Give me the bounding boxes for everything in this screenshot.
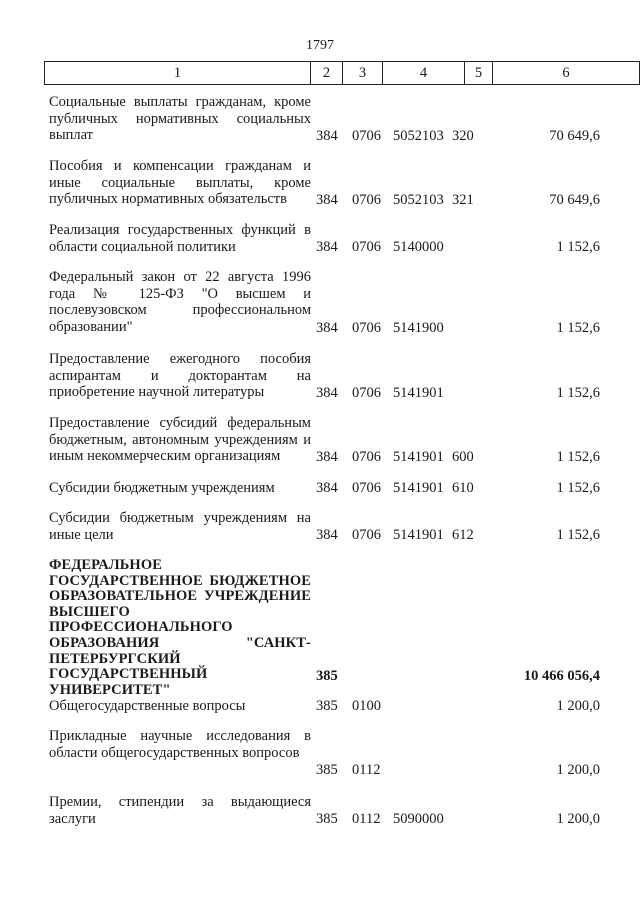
row-code-ministry: 385	[316, 668, 338, 684]
column-header-1: 1	[45, 62, 311, 85]
row-amount: 1 200,0	[556, 698, 600, 714]
row-code-expense-type: 321	[452, 192, 474, 208]
row-description: ФЕДЕРАЛЬНОЕ ГОСУДАРСТВЕННОЕ БЮДЖЕТНОЕ ОБРАЗОВАТЕЛЬНОЕ УЧРЕЖДЕНИЕ ВЫСШЕГО ПРОФЕССИОНАЛЬНОГО ОБРАЗОВАНИЯ "САНКТ-ПЕТЕРБУРГСКИЙ ГОСУДАРСТВЕННЫЙ УНИВЕРСИТЕТ"	[49, 557, 311, 698]
row-amount: 1 152,6	[556, 480, 600, 496]
row-code-section: 0112	[352, 762, 381, 778]
row-code-ministry: 384	[316, 192, 338, 208]
row-code-ministry: 384	[316, 239, 338, 255]
row-code-expense-type: 610	[452, 480, 474, 496]
column-header-4: 4	[383, 62, 465, 85]
row-amount: 1 200,0	[556, 762, 600, 778]
row-code-section: 0100	[352, 698, 381, 714]
row-code-ministry: 385	[316, 811, 338, 827]
row-code-section: 0706	[352, 480, 381, 496]
row-amount: 1 152,6	[556, 527, 600, 543]
row-description: Общегосударственные вопросы	[49, 698, 246, 714]
row-code-target: 5141901	[393, 449, 444, 465]
row-amount: 1 152,6	[556, 449, 600, 465]
row-code-target: 5141901	[393, 480, 444, 496]
row-code-section: 0706	[352, 192, 381, 208]
row-code-section: 0706	[352, 527, 381, 543]
row-code-target: 5141901	[393, 527, 444, 543]
column-header-5: 5	[465, 62, 493, 85]
column-header-2: 2	[311, 62, 343, 85]
row-code-expense-type: 320	[452, 128, 474, 144]
row-code-target: 5140000	[393, 239, 444, 255]
row-amount: 1 152,6	[556, 385, 600, 401]
row-code-target: 5052103	[393, 192, 444, 208]
column-header-3: 3	[343, 62, 383, 85]
row-description: Социальные выплаты гражданам, кроме публичных нормативных социальных выплат	[49, 94, 311, 144]
row-code-target: 5141900	[393, 320, 444, 336]
row-amount: 1 152,6	[556, 320, 600, 336]
row-code-ministry: 384	[316, 527, 338, 543]
row-amount: 1 152,6	[556, 239, 600, 255]
row-code-section: 0706	[352, 320, 381, 336]
row-description: Субсидии бюджетным учреждениям	[49, 480, 275, 496]
row-code-ministry: 384	[316, 480, 338, 496]
row-amount: 70 649,6	[549, 192, 600, 208]
row-code-target: 5052103	[393, 128, 444, 144]
row-description: Реализация государственных функций в области социальной политики	[49, 222, 311, 255]
row-code-ministry: 384	[316, 449, 338, 465]
row-code-ministry: 384	[316, 385, 338, 401]
row-code-ministry: 384	[316, 320, 338, 336]
row-description: Предоставление субсидий федеральным бюджетным, автономным учреждениям и иным некоммерческим организациям	[49, 415, 311, 465]
row-code-section: 0706	[352, 128, 381, 144]
row-code-ministry: 385	[316, 698, 338, 714]
row-code-section: 0706	[352, 449, 381, 465]
row-code-target: 5090000	[393, 811, 444, 827]
row-amount: 10 466 056,4	[523, 668, 600, 684]
row-code-expense-type: 600	[452, 449, 474, 465]
row-code-target: 5141901	[393, 385, 444, 401]
row-description: Премии, стипендии за выдающиеся заслуги	[49, 794, 311, 827]
row-description: Прикладные научные исследования в области общегосударственных вопросов	[49, 728, 311, 761]
column-header-6: 6	[493, 62, 640, 85]
row-description: Субсидии бюджетным учреждениям на иные цели	[49, 510, 311, 543]
row-code-section: 0706	[352, 239, 381, 255]
row-code-section: 0706	[352, 385, 381, 401]
row-description: Федеральный закон от 22 августа 1996 года № 125-ФЗ "О высшем и послевузовском профессиональном образовании"	[49, 269, 311, 336]
row-description: Предоставление ежегодного пособия аспирантам и докторантам на приобретение научной литературы	[49, 351, 311, 401]
row-code-section: 0112	[352, 811, 381, 827]
row-description: Пособия и компенсации гражданам и иные социальные выплаты, кроме публичных нормативных обязательств	[49, 158, 311, 208]
row-code-ministry: 385	[316, 762, 338, 778]
row-code-expense-type: 612	[452, 527, 474, 543]
page-number: 1797	[306, 38, 334, 53]
row-amount: 70 649,6	[549, 128, 600, 144]
row-amount: 1 200,0	[556, 811, 600, 827]
row-code-ministry: 384	[316, 128, 338, 144]
